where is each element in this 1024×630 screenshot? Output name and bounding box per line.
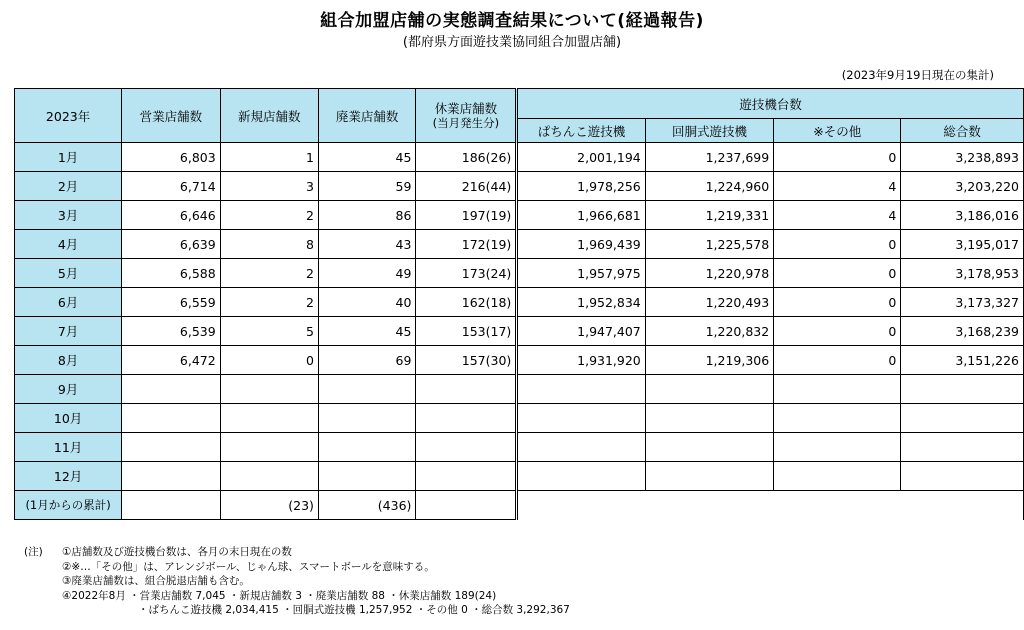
- month-label: 1月: [15, 143, 122, 172]
- table-row: [15, 375, 1024, 404]
- cell-other: 0: [774, 288, 901, 317]
- cell-other: [774, 404, 901, 433]
- cell-other: [774, 462, 901, 491]
- cell-new: 2: [220, 288, 318, 317]
- cell-closed: 45: [318, 143, 415, 172]
- cell-suspended: [416, 404, 517, 433]
- header-new-stores: 新規店舗数: [220, 89, 318, 143]
- cell-slot: [645, 404, 773, 433]
- table-row: [15, 433, 1024, 462]
- cell-new: [220, 433, 318, 462]
- table-row: [15, 288, 1024, 317]
- cell-total: [901, 375, 1024, 404]
- cell-stores: 6,639: [122, 230, 221, 259]
- cell-other: 0: [774, 143, 901, 172]
- cell-other: 4: [774, 172, 901, 201]
- cell-total: [901, 433, 1024, 462]
- cell-suspended: 162(18): [416, 288, 517, 317]
- cell-stores: 6,539: [122, 317, 221, 346]
- header-suspended-line2: (当月発生分): [432, 115, 500, 130]
- stores-table: [14, 88, 1024, 520]
- cell-other: 0: [774, 317, 901, 346]
- cell-suspended: 172(19): [416, 230, 517, 259]
- cell-pachinko: 1,969,439: [517, 230, 645, 259]
- cell-stores: [122, 375, 221, 404]
- cell-new: [220, 375, 318, 404]
- header-year: 2023年: [15, 89, 122, 143]
- cell-total: 3,168,239: [901, 317, 1024, 346]
- header-suspended-stores: [416, 89, 517, 143]
- table-row: [15, 172, 1024, 201]
- cell-other: 4: [774, 201, 901, 230]
- cell-total: 3,151,226: [901, 346, 1024, 375]
- cell-other: [774, 375, 901, 404]
- notes: [24, 545, 570, 618]
- cell-other: 0: [774, 346, 901, 375]
- cell-new: 1: [220, 143, 318, 172]
- cell-total: 3,203,220: [901, 172, 1024, 201]
- cell-total: [901, 491, 1024, 520]
- cell-suspended: 186(26): [416, 143, 517, 172]
- month-label: 9月: [15, 375, 122, 404]
- cell-pachinko: [517, 375, 645, 404]
- month-label: 5月: [15, 259, 122, 288]
- cell-closed: 86: [318, 201, 415, 230]
- cell-other: [774, 491, 901, 520]
- month-label: 3月: [15, 201, 122, 230]
- cell-new: 3: [220, 172, 318, 201]
- notes-lead: (注): [24, 546, 43, 558]
- cell-total: [901, 462, 1024, 491]
- header-closed-stores: 廃業店舗数: [318, 89, 415, 143]
- cell-slot: [645, 433, 773, 462]
- cell-slot: 1,219,306: [645, 346, 773, 375]
- cell-slot: 1,224,960: [645, 172, 773, 201]
- cell-other: [774, 433, 901, 462]
- cell-new: 5: [220, 317, 318, 346]
- cell-total: 3,238,893: [901, 143, 1024, 172]
- cell-slot: 1,225,578: [645, 230, 773, 259]
- month-label: 8月: [15, 346, 122, 375]
- note-3: ③廃業店舗数は、組合脱退店舗も含む。: [62, 575, 250, 587]
- cell-pachinko: [517, 433, 645, 462]
- page-title: 組合加盟店舗の実態調査結果について(経過報告): [320, 11, 704, 31]
- cell-total: 3,178,953: [901, 259, 1024, 288]
- cell-closed: 59: [318, 172, 415, 201]
- month-label: 12月: [15, 462, 122, 491]
- cell-slot: 1,220,832: [645, 317, 773, 346]
- cell-slot: [645, 375, 773, 404]
- cell-stores: 6,559: [122, 288, 221, 317]
- note-4a: ④2022年8月 ・営業店舗数 7,045 ・新規店舗数 3 ・廃業店舗数 88 ・休業店舗数 189(24): [62, 589, 497, 602]
- table-row: [15, 259, 1024, 288]
- cell-closed: [318, 404, 415, 433]
- header-machines-group: 遊技機台数: [517, 89, 1024, 119]
- table-row: [15, 317, 1024, 346]
- month-label: 6月: [15, 288, 122, 317]
- cell-suspended: 216(44): [416, 172, 517, 201]
- cell-new: 8: [220, 230, 318, 259]
- month-label: 10月: [15, 404, 122, 433]
- cell-stores: 6,714: [122, 172, 221, 201]
- cell-closed: [318, 433, 415, 462]
- cell-suspended: 173(24): [416, 259, 517, 288]
- header-stores: 営業店舗数: [122, 89, 221, 143]
- cell-new: [220, 462, 318, 491]
- table-row: [15, 462, 1024, 491]
- cell-new: 2: [220, 259, 318, 288]
- table-row: [15, 230, 1024, 259]
- cell-stores: [122, 404, 221, 433]
- header-total: 総合数: [901, 119, 1024, 143]
- cell-suspended: [416, 491, 517, 520]
- cell-suspended: 153(17): [416, 317, 517, 346]
- cell-stores: 6,588: [122, 259, 221, 288]
- cell-new: 2: [220, 201, 318, 230]
- cell-suspended: 157(30): [416, 346, 517, 375]
- cumulative-row: [15, 491, 1024, 520]
- cell-closed: 45: [318, 317, 415, 346]
- cell-slot: [645, 491, 773, 520]
- header-suspended-line1: 休業店舗数: [434, 100, 498, 116]
- cell-closed: [318, 462, 415, 491]
- cell-total: 3,195,017: [901, 230, 1024, 259]
- cell-stores: [122, 491, 221, 520]
- cell-suspended: [416, 375, 517, 404]
- cell-new: 0: [220, 346, 318, 375]
- cell-closed: [318, 375, 415, 404]
- note-2: ②※…「その他」は、アレンジボール、じゃん球、スマートボールを意味する。: [62, 560, 435, 573]
- cell-closed: 49: [318, 259, 415, 288]
- cell-closed: 69: [318, 346, 415, 375]
- cell-pachinko: 1,978,256: [517, 172, 645, 201]
- cell-slot: [645, 462, 773, 491]
- month-label: 2月: [15, 172, 122, 201]
- cell-slot: 1,237,699: [645, 143, 773, 172]
- header-pachinko: ぱちんこ遊技機: [517, 119, 645, 143]
- table-row: [15, 201, 1024, 230]
- note-1: [24, 545, 570, 560]
- cell-pachinko: [517, 404, 645, 433]
- month-label: 7月: [15, 317, 122, 346]
- cell-stores: [122, 462, 221, 491]
- cell-stores: 6,472: [122, 346, 221, 375]
- cell-closed: 43: [318, 230, 415, 259]
- cell-pachinko: 1,966,681: [517, 201, 645, 230]
- cell-pachinko: 2,001,194: [517, 143, 645, 172]
- cell-new: [220, 404, 318, 433]
- header-slot: 回胴式遊技機: [645, 119, 773, 143]
- cell-slot: 1,220,493: [645, 288, 773, 317]
- cell-pachinko: [517, 491, 645, 520]
- cell-suspended: 197(19): [416, 201, 517, 230]
- cell-total: 3,186,016: [901, 201, 1024, 230]
- cell-pachinko: 1,947,407: [517, 317, 645, 346]
- table-row: [15, 404, 1024, 433]
- note-1-text: ①店舗数及び遊技機台数は、各月の末日現在の数: [62, 546, 292, 558]
- cell-stores: 6,646: [122, 201, 221, 230]
- cumulative-new: (23): [220, 491, 318, 520]
- note-4b: ・ぱちんこ遊技機 2,034,415 ・回胴式遊技機 1,257,952 ・その他 0 ・総合数 3,292,367: [138, 604, 570, 616]
- table-row: [15, 143, 1024, 172]
- cell-slot: 1,219,331: [645, 201, 773, 230]
- cell-slot: 1,220,978: [645, 259, 773, 288]
- cell-closed: 40: [318, 288, 415, 317]
- cell-total: [901, 404, 1024, 433]
- table-row: [15, 346, 1024, 375]
- cell-suspended: [416, 433, 517, 462]
- month-label: 4月: [15, 230, 122, 259]
- cell-stores: [122, 433, 221, 462]
- cell-total: 3,173,327: [901, 288, 1024, 317]
- cumulative-label: (1月からの累計): [15, 491, 122, 520]
- page-subtitle: (都府県方面遊技業協同組合加盟店舗): [402, 35, 622, 50]
- cell-pachinko: 1,931,920: [517, 346, 645, 375]
- cell-stores: 6,803: [122, 143, 221, 172]
- cell-suspended: [416, 462, 517, 491]
- cell-pachinko: [517, 462, 645, 491]
- month-label: 11月: [15, 433, 122, 462]
- cell-pachinko: 1,957,975: [517, 259, 645, 288]
- header-other: ※その他: [774, 119, 901, 143]
- cell-pachinko: 1,952,834: [517, 288, 645, 317]
- cell-other: 0: [774, 230, 901, 259]
- cumulative-closed: (436): [318, 491, 415, 520]
- as-of-date: (2023年9月19日現在の集計): [841, 68, 994, 82]
- cell-other: 0: [774, 259, 901, 288]
